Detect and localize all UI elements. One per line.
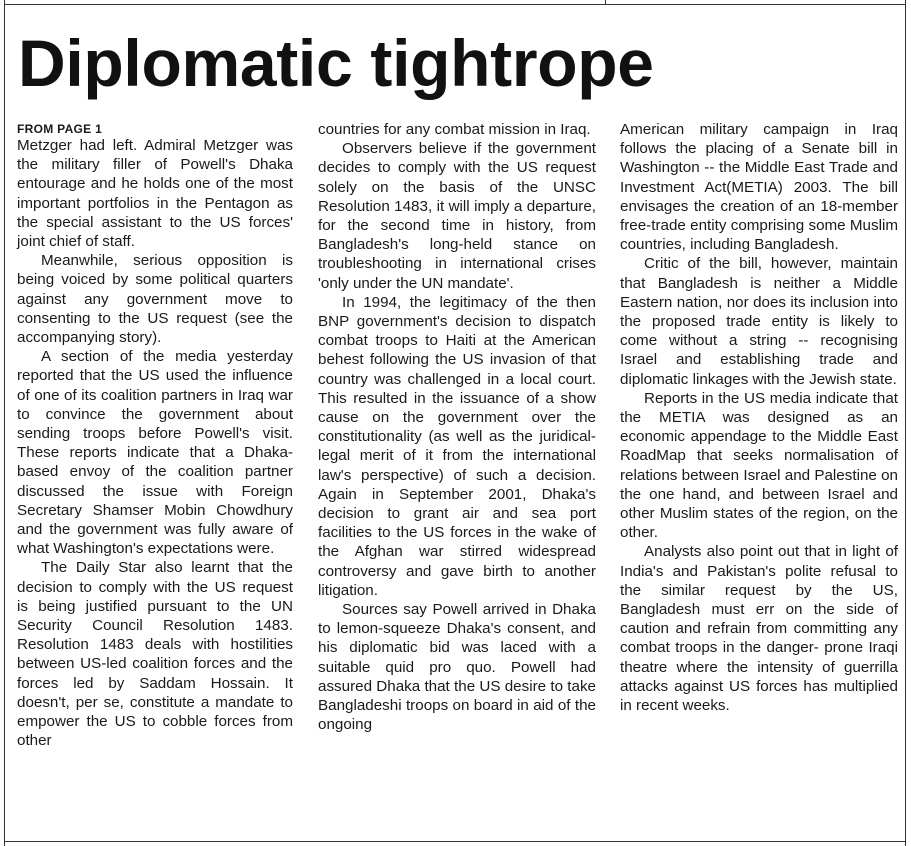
article-column-3 [620,120,898,715]
paragraph: Sources say Powell arrived in Dhaka to lemon-squeeze Dhaka's consent, and his diplomatic bid was laced with a suitable quid pro quo. Powell had assured Dhaka that the US desire to take Bangladeshi troops on board in aid of the ongoing [318,601,596,734]
paragraph: In 1994, the legitimacy of the then BNP government's decision to dispatch combat troops to Haiti at the American behest following the US invasion of that country was challenged in a local court. This resulted in the issuance of a show cause on the government over the constitutionality (as well as the juridical-legal merit of it from the international law's perspective) of such a decision. Again in September 2001, Dhaka's decision to grant air and sea port facilities to the US forces in the wake of the Afghan war stirred widespread controversy and gave birth to another litigation. [318,293,596,599]
top-rule-mark [605,0,606,5]
paragraph: American military campaign in Iraq follows the placing of a Senate bill in Washington -- the Middle East Trade and Investment Act(METIA) 2003. The bill envisages the creation of an 18-member free-trade entity comprising some Muslim countries, including Bangladesh. [620,121,898,254]
paragraph: countries for any combat mission in Iraq. [318,121,591,138]
paragraph: Critic of the bill, however, maintain that Bangladesh is neither a Middle Eastern nation, nor does its inclusion into the proposed trade entity is likely to come without a string -- recognising Israel and establishing trade and diplomatic linkages with the Jewish state. [620,255,898,388]
paragraph: The Daily Star also learnt that the decision to comply with the US request is being justified pursuant to the UN Security Council Resolution 1483. Resolution 1483 deals with hostilities between US-led coalition forces and the forces led by Saddam Hossain. It doesn't, per se, constitute a mandate to empower the US to cobble forces from other [17,559,293,750]
headline: Diplomatic tightrope [18,26,654,100]
paragraph: Metzger had left. Admiral Metzger was the military filler of Powell's Dhaka entourage and he holds one of the most important portfolios in the Pentagon as the special assistant to the US forces' joint chief of staff. [17,137,293,251]
article-column-2 [318,120,596,735]
paragraph: Reports in the US media indicate that the METIA was designed as an economic appendage to the Middle East RoadMap that seeks normalisation of relations between Israel and Palestine on the one hand, and between Israel and other Muslim states of the region, on the other. [620,389,898,542]
article-column-1 [17,120,293,751]
paragraph: A section of the media yesterday reported that the US used the influence of one of its coalition partners in Iraq war to convince the government about sending troops before Powell's visit. These reports indicate that a Dhaka-based envoy of the coalition partner discussed the issue with Foreign Secretary Shamser Mobin Chowdhury and the government was fully aware of what Washington's expectations were. [17,348,293,558]
bottom-rule [4,841,906,842]
paragraph: Analysts also point out that in light of India's and Pakistan's polite refusal to the similar request by the US, Bangladesh must err on the side of caution and refrain from committing any combat troops in the danger- prone Iraqi theatre where the intensity of guerrilla attacks against US forces has multiplied in recent weeks. [620,543,898,715]
top-rule [4,4,906,5]
paragraph: Observers believe if the government decides to comply with the US request solely on the basis of the UNSC Resolution 1483, it will imply a departure, for the second time in history, from Bangladesh's long-held stance on troubleshooting in international crises 'only under the UN mandate'. [318,140,596,292]
paragraph: Meanwhile, serious opposition is being voiced by some political quarters against any government move to consenting to the US request (see the accompanying story). [17,252,293,347]
kicker: FROM PAGE 1 [17,122,103,136]
